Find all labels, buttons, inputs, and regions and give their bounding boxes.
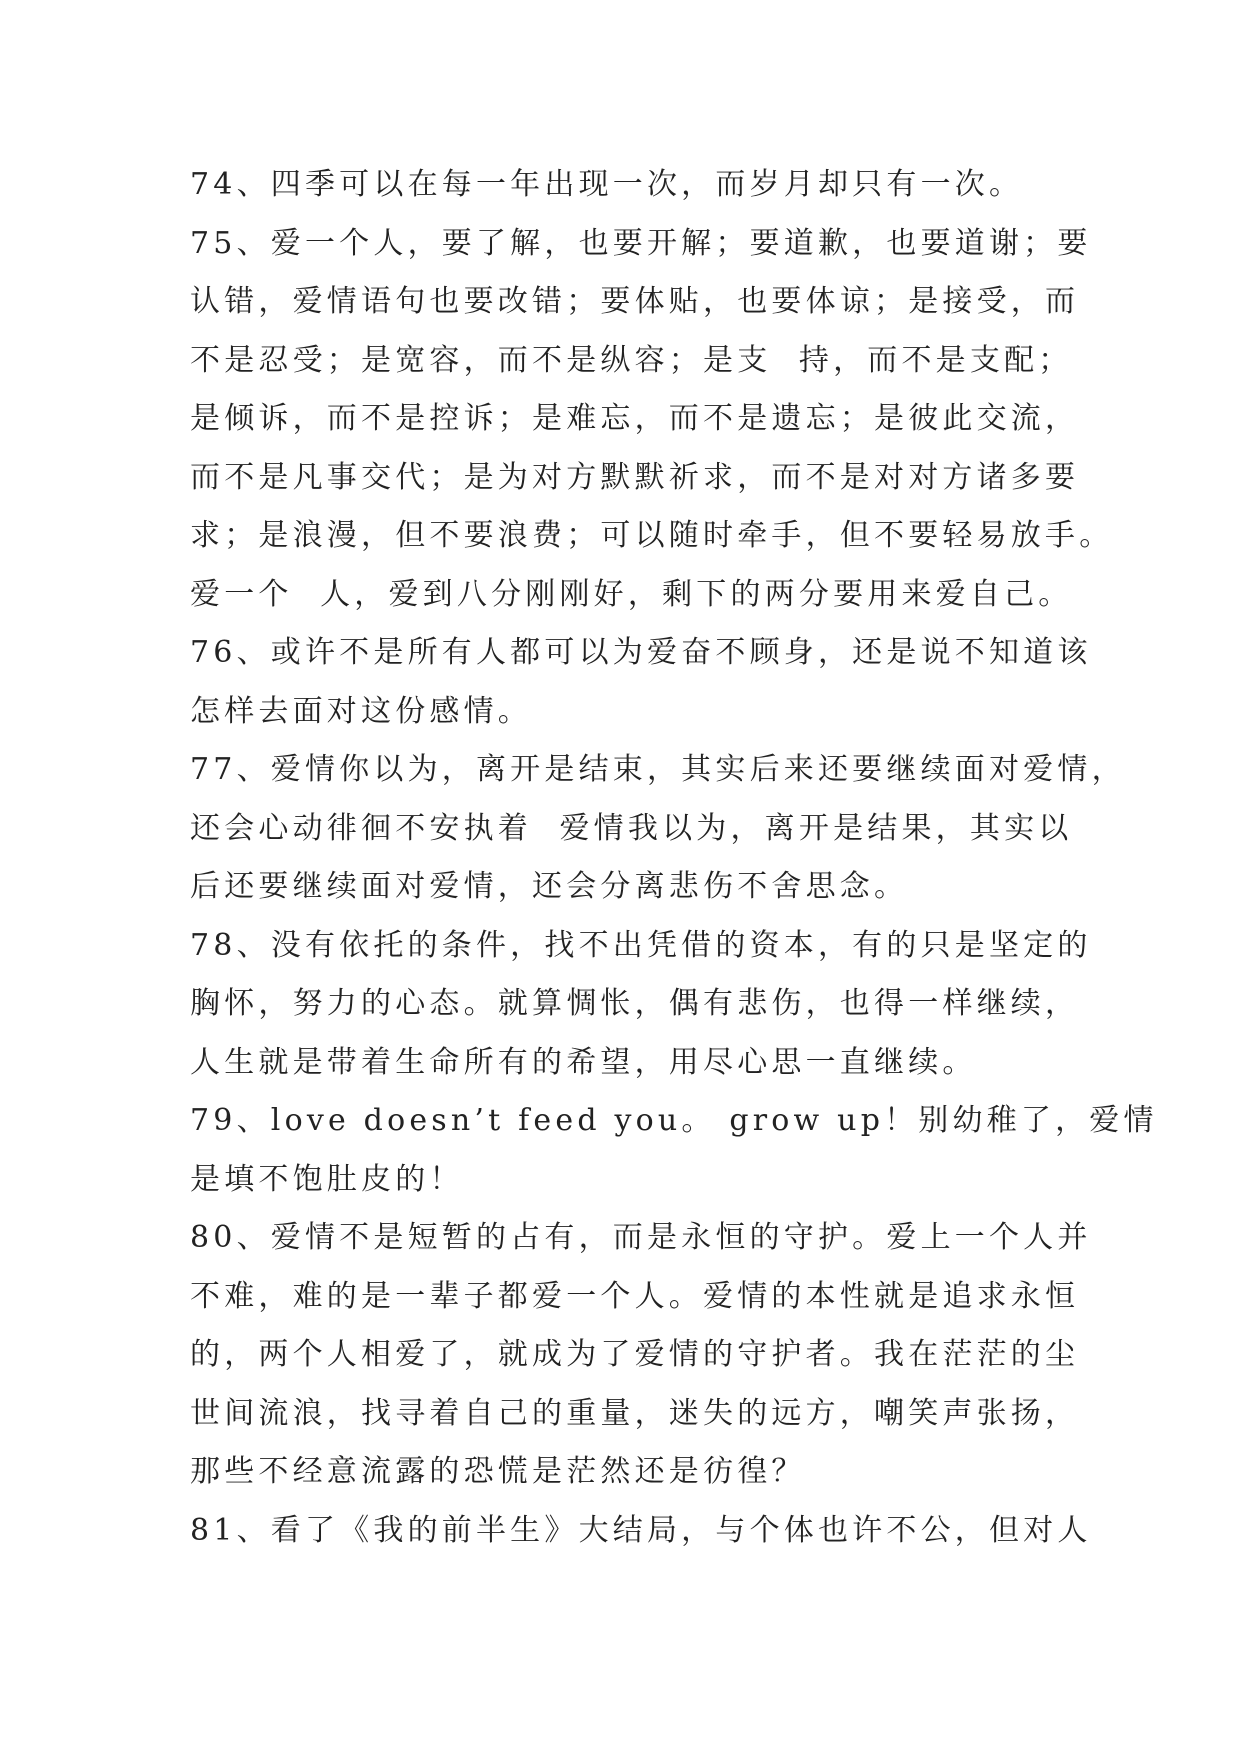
text-line: 怎样去面对这份感情。	[190, 693, 532, 729]
text-line: 74、四季可以在每一年出现一次，而岁月却只有一次。	[190, 167, 1024, 202]
text-line: 81、看了《我的前半生》大结局，与个体也许不公，但对人	[190, 1512, 1092, 1548]
text-line: 世间流浪，找寻着自己的重量，迷失的远方，嘲笑声张扬，	[190, 1395, 1080, 1431]
text-line: 不难，难的是一辈子都爱一个人。爱情的本性就是追求永恒	[190, 1278, 1080, 1314]
text-line: 76、或许不是所有人都可以为爱奋不顾身，还是说不知道该	[190, 635, 1092, 670]
text-line: 而不是凡事交代；是为对方默默祈求，而不是对对方诸多要	[190, 459, 1080, 495]
text-line: 的，两个人相爱了，就成为了爱情的守护者。我在茫茫的尘	[190, 1337, 1080, 1372]
text-line: 是填不饱肚皮的！	[190, 1161, 464, 1197]
text-line: 是倾诉，而不是控诉；是难忘，而不是遗忘；是彼此交流，	[190, 401, 1080, 436]
text-line: 78、没有依托的条件，找不出凭借的资本，有的只是坚定的	[190, 927, 1092, 963]
text-line: 79、love doesn’t feed you。 grow up！别幼稚了，爱情	[190, 1103, 1158, 1138]
text-line: 后还要继续面对爱情，还会分离悲伤不舍思念。	[190, 869, 909, 904]
text-line: 还会心动徘徊不安执着 爱情我以为，离开是结果，其实以	[190, 810, 1073, 846]
text-line: 那些不经意流露的恐慌是茫然还是彷徨？	[190, 1454, 806, 1489]
text-line: 爱一个 人，爱到八分刚刚好，剩下的两分要用来爱自己。	[190, 576, 1073, 612]
text-line: 求；是浪漫，但不要浪费；可以随时牵手，但不要轻易放手。	[190, 518, 1114, 553]
text-line: 人生就是带着生命所有的希望，用尽心思一直继续。	[190, 1044, 977, 1080]
text-line: 认错，爱情语句也要改错；要体贴，也要体谅；是接受，而	[190, 284, 1080, 319]
text-line: 80、爱情不是短暂的占有，而是永恒的守护。爱上一个人并	[190, 1220, 1092, 1255]
text-line: 胸怀，努力的心态。就算惆怅，偶有悲伤，也得一样继续，	[190, 986, 1080, 1021]
text-line: 不是忍受；是宽容，而不是纵容；是支 持，而不是支配；	[190, 342, 1073, 378]
text-line: 75、爱一个人，要了解，也要开解；要道歉，也要道谢；要	[190, 225, 1092, 261]
document-body	[190, 156, 1158, 1560]
text-line: 77、爱情你以为，离开是结束，其实后来还要继续面对爱情，	[190, 752, 1126, 787]
